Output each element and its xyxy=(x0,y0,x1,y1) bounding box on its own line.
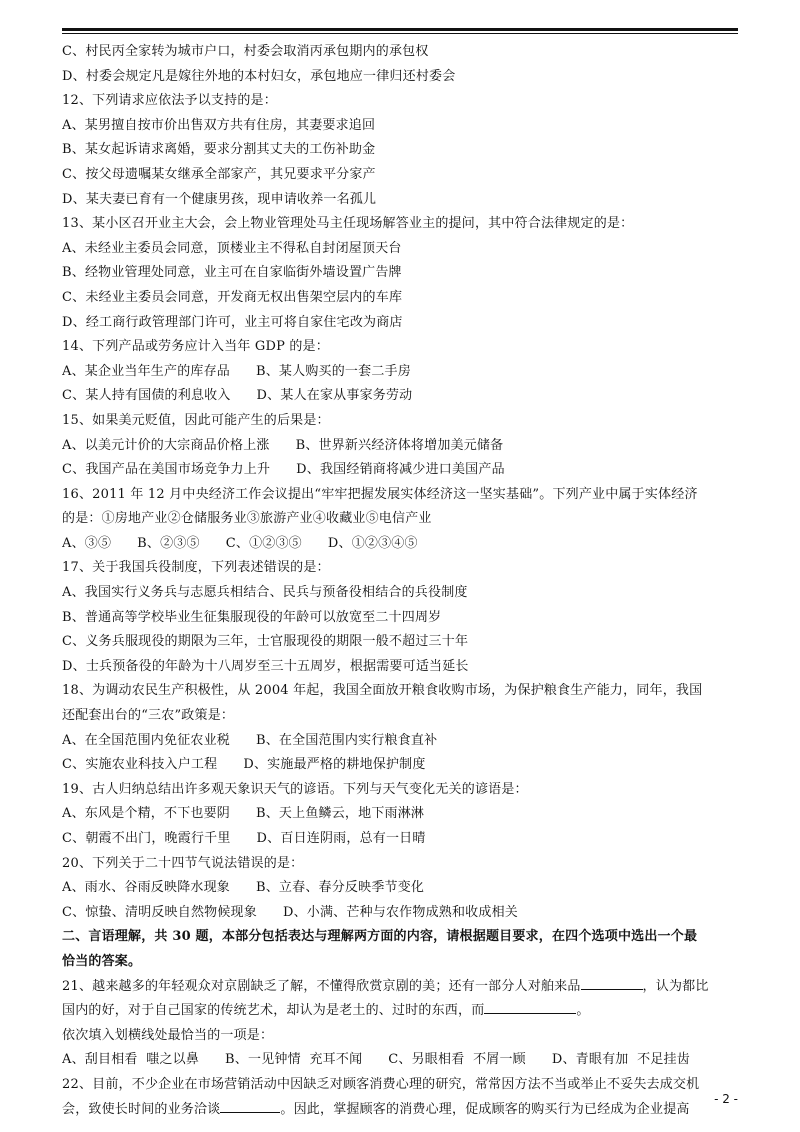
question-14: 14、下列产品或劳务应计入当年 GDP 的是： xyxy=(62,339,329,355)
question-22: 22、目前，不少企业在市场营销活动中因缺乏对顾客消费心理的研究，常常因方法不当或举止不妥失去成交机 xyxy=(62,1076,700,1092)
question-17: 17、关于我国兵役制度，下列表述错误的是： xyxy=(62,560,330,576)
option: C、按父母遗嘱某女继承全部家产，其兄要求平分家产 xyxy=(62,166,376,182)
option: B、某女起诉请求离婚，要求分割其丈夫的工伤补助金 xyxy=(62,142,376,158)
answer-blank xyxy=(581,975,643,990)
option: C、我国产品在美国市场竞争力上升 D、我国经销商将减少进口美国产品 xyxy=(62,462,505,478)
q22-text: 。因此，掌握顾客的消费心理，促成顾客的购买行为已经成为企业提高 xyxy=(280,1101,690,1117)
option: C、实施农业科技入户工程 D、实施最严格的耕地保护制度 xyxy=(62,757,426,773)
option: C、朝霞不出门，晚霞行千里 D、百日连阴雨，总有一日晴 xyxy=(62,831,426,846)
answer-blank xyxy=(220,1098,280,1113)
option: A、某企业当年生产的库存品 B、某人购买的一套二手房 xyxy=(62,363,411,379)
question-13: 13、某小区召开业主大会，会上物业管理处马主任现场解答业主的提问，其中符合法律规定的是： xyxy=(62,216,634,232)
q22-text: 会，致使长时间的业务洽谈 xyxy=(62,1101,221,1117)
question-12: 12、下列请求应依法予以支持的是： xyxy=(62,93,277,109)
question-21 xyxy=(62,975,738,1000)
text-line: D、村委会规定凡是嫁往外地的本村妇女，承包地应一律归还村委会 xyxy=(62,68,456,84)
option: D、经工商行政管理部门许可，业主可将自家住宅改为商店 xyxy=(62,314,403,330)
page-content xyxy=(62,40,738,1122)
option: A、我国实行义务兵与志愿兵相结合、民兵与预备役相结合的兵役制度 xyxy=(62,585,468,601)
option: D、士兵预备役的年龄为十八周岁至三十五周岁，根据需要可适当延长 xyxy=(62,658,469,674)
header-rule-thin xyxy=(62,33,738,34)
option: A、③⑤ B、②③⑤ C、①②③⑤ D、①②③④⑤ xyxy=(62,535,418,551)
option: B、经物业管理处同意，业主可在自家临街外墙设置广告牌 xyxy=(62,265,402,281)
option: A、某男擅自按市价出售双方共有住房，其妻要求追回 xyxy=(62,117,376,133)
answer-blank xyxy=(484,999,576,1014)
option: C、惊蛰、清明反映自然物候现象 D、小满、芒种与农作物成熟和收成相关 xyxy=(62,904,518,920)
question-18: 18、为调动农民生产积极性，从 2004 年起，我国全面放开粮食收购市场，为保护粮食生产能力，同年，我国 xyxy=(62,683,703,699)
page-number: - 2 - xyxy=(714,1092,738,1106)
text-line xyxy=(62,999,738,1024)
option: A、以美元计价的大宗商品价格上涨 B、世界新兴经济体将增加美元储备 xyxy=(62,437,504,453)
q21-text: 国内的好，对于自己国家的传统艺术，却认为是老土的、过时的东西，而 xyxy=(62,1003,485,1019)
text-line: 依次填入划横线处最恰当的一项是： xyxy=(62,1027,274,1043)
text-line xyxy=(62,1098,738,1123)
option: C、义务兵服现役的期限为三年，士官服现役的期限一般不超过三十年 xyxy=(62,634,469,650)
text-line: C、村民丙全家转为城市户口，村委会取消丙承包期内的承包权 xyxy=(62,44,429,59)
section-heading-cont: 恰当的答案。 xyxy=(62,953,142,969)
text-line: 的是：①房地产业②仓储服务业③旅游产业④收藏业⑤电信产业 xyxy=(62,511,432,527)
question-15: 15、如果美元贬值，因此可能产生的后果是： xyxy=(62,412,330,428)
option: A、在全国范围内免征农业税 B、在全国范围内实行粮食直补 xyxy=(62,732,438,748)
option: A、雨水、谷雨反映降水现象 B、立春、春分反映季节变化 xyxy=(62,880,425,896)
section-heading: 二、言语理解，共 30 题，本部分包括表达与理解两方面的内容，请根据题目要求，在四个选项中选出一个最 xyxy=(62,929,698,945)
option: B、普通高等学校毕业生征集服现役的年龄可以放宽至二十四周岁 xyxy=(62,609,442,625)
option: A、未经业主委员会同意，顶楼业主不得私自封闭屋顶天台 xyxy=(62,240,402,256)
header-rule xyxy=(62,28,738,31)
question-16: 16、2011 年 12 月中央经济工作会议提出“牢牢把握发展实体经济这一坚实基础”。下列产业中属于实体经济 xyxy=(62,486,698,502)
q21-text: 21、越来越多的年轻观众对京剧缺乏了解，不懂得欣赏京剧的美；还有一部分人对舶来品 xyxy=(62,978,581,994)
text-line: 还配套出台的“三农”政策是： xyxy=(62,708,235,724)
option: D、某夫妻已育有一个健康男孩，现申请收养一名孤儿 xyxy=(62,191,377,207)
option: C、未经业主委员会同意，开发商无权出售架空层内的车库 xyxy=(62,289,403,305)
question-19: 19、古人归纳总结出许多观天象识天气的谚语。下列与天气变化无关的谚语是： xyxy=(62,781,528,797)
option: C、某人持有国债的利息收入 D、某人在家从事家务劳动 xyxy=(62,388,413,404)
q21-text: ，认为都比 xyxy=(642,978,709,994)
question-20: 20、下列关于二十四节气说法错误的是： xyxy=(62,855,304,871)
option: A、刮目相看 嗤之以鼻 B、一见钟情 充耳不闻 C、另眼相看 不屑一顾 D、青眼有加 不足挂齿 xyxy=(62,1052,690,1068)
option: A、东风是个精，不下也要阴 B、天上鱼鳞云，地下雨淋淋 xyxy=(62,806,425,822)
q21-text: 。 xyxy=(576,1003,590,1019)
